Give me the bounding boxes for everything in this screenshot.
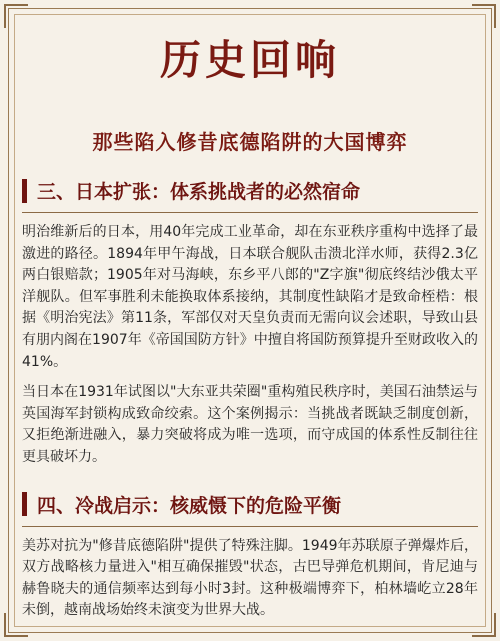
- paragraph: 美苏对抗为"修昔底德陷阱"提供了特殊注脚。1949年苏联原子弹爆炸后，双方战略核力量进入"相互确保摧毁"状态，古巴导弹危机期间，肯尼迪与赫鲁晓夫的通信频率达到每小时3封。这种极端博弈下，柏林墙屹立28年未倒，越南战场始终未演变为世界大战。: [22, 537, 478, 619]
- page-title: 历史回响: [160, 36, 340, 84]
- page-subtitle: 那些陷入修昔底德陷阱的大国博弈: [92, 130, 408, 154]
- corner-ornament: [4, 4, 28, 28]
- article: [22, 34, 478, 622]
- corner-ornament: [472, 4, 496, 28]
- paragraph: 当日本在1931年试图以"大东亚共荣圈"重构殖民秩序时，美国石油禁运与英国海军封锁构成致命绞索。这个案例揭示：当挑战者既缺乏制度创新，又拒绝渐进融入，暴力突破将成为唯一选项，而守成国的体系性反制往往更具破坏力。: [22, 384, 478, 465]
- section-cold-war: [22, 491, 478, 622]
- section-divider: [22, 212, 478, 213]
- section-heading-text: 三、日本扩张：体系挑战者的必然宿命: [37, 181, 361, 203]
- paragraph: 明治维新后的日本，用40年完成工业革命，却在东亚秩序重构中选择了最激进的路径。1894年甲午海战，日本联合舰队击溃北洋水师，获得2.3亿两白银赔款；1905年对马海峡，东乡平八郎的"Z字旗"彻底终结沙俄太平洋舰队。但军事胜利未能换取体系接纳，其制度性缺陷才是致命桎梏：根据《明治宪法》第11条，军部仅对天皇负责而无需向议会述职，导致山县有朋内阁在1907年《帝国国防方针》中擅自将国防预算提升至财政收入的41%。: [22, 224, 478, 370]
- heading-accent-bar: [22, 179, 27, 203]
- section-heading-text: 四、冷战启示：核威慑下的危险平衡: [37, 494, 342, 517]
- section-heading: [22, 177, 478, 204]
- heading-accent-bar: [22, 492, 27, 516]
- section-japan: [22, 177, 478, 469]
- section-divider: [22, 526, 478, 527]
- section-heading: [22, 491, 478, 518]
